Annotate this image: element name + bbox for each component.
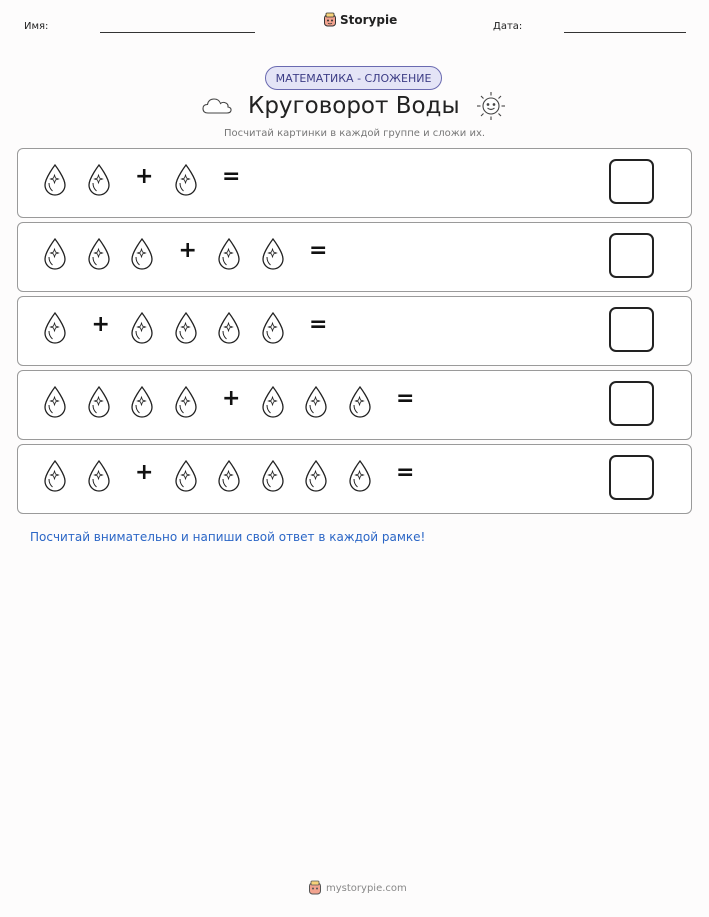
cloud-icon (201, 95, 233, 117)
answer-box[interactable] (609, 307, 654, 352)
equals-sign: = (222, 164, 241, 189)
subtitle: Посчитай картинки в каждой группе и сложи их. (223, 128, 486, 139)
equals-sign: = (396, 386, 415, 411)
date-label: Дата: (493, 21, 523, 32)
storypie-logo-icon (308, 880, 322, 896)
water-drop-icon (42, 163, 68, 201)
answer-box[interactable] (609, 159, 654, 204)
water-drop-icon (216, 459, 242, 497)
water-drop-icon (216, 311, 242, 349)
problem-row (17, 296, 692, 366)
water-drop-icon (260, 385, 286, 423)
problem-row (17, 148, 692, 218)
water-drop-icon (260, 311, 286, 349)
water-drop-icon (173, 459, 199, 497)
storypie-logo-icon (323, 12, 337, 28)
plus-sign: + (178, 238, 197, 263)
page-title: Круговорот Воды (248, 93, 460, 119)
water-drop-icon (260, 459, 286, 497)
water-drop-icon (216, 237, 242, 275)
problem-row (17, 370, 692, 440)
water-drop-icon (129, 385, 155, 423)
water-drop-icon (86, 385, 112, 423)
name-label: Имя: (24, 21, 49, 32)
date-field[interactable] (564, 32, 686, 33)
answer-box[interactable] (609, 381, 654, 426)
equals-sign: = (309, 312, 328, 337)
water-drop-icon (173, 385, 199, 423)
water-drop-icon (42, 311, 68, 349)
answer-box[interactable] (609, 233, 654, 278)
equals-sign: = (309, 238, 328, 263)
water-drop-icon (42, 237, 68, 275)
water-drop-icon (42, 459, 68, 497)
brand-logo (323, 12, 397, 28)
brand-name: Storypie (340, 13, 398, 27)
water-drop-icon (260, 237, 286, 275)
water-drop-icon (42, 385, 68, 423)
problem-row (17, 222, 692, 292)
name-field[interactable] (100, 32, 255, 33)
water-drop-icon (173, 311, 199, 349)
water-drop-icon (129, 311, 155, 349)
footer-url: mystorypie.com (326, 882, 407, 894)
water-drop-icon (303, 459, 329, 497)
subject-badge: МАТЕМАТИКА - СЛОЖЕНИЕ (265, 66, 442, 90)
sun-icon (475, 90, 507, 122)
water-drop-icon (347, 459, 373, 497)
water-drop-icon (86, 459, 112, 497)
footer (308, 880, 407, 896)
answer-box[interactable] (609, 455, 654, 500)
equals-sign: = (396, 460, 415, 485)
water-drop-icon (347, 385, 373, 423)
instruction-text: Посчитай внимательно и напиши свой ответ в каждой рамке! (30, 530, 426, 544)
plus-sign: + (135, 164, 154, 189)
water-drop-icon (129, 237, 155, 275)
water-drop-icon (303, 385, 329, 423)
plus-sign: + (222, 386, 241, 411)
problem-row (17, 444, 692, 514)
plus-sign: + (135, 460, 154, 485)
water-drop-icon (86, 163, 112, 201)
plus-sign: + (91, 312, 110, 337)
water-drop-icon (173, 163, 199, 201)
water-drop-icon (86, 237, 112, 275)
